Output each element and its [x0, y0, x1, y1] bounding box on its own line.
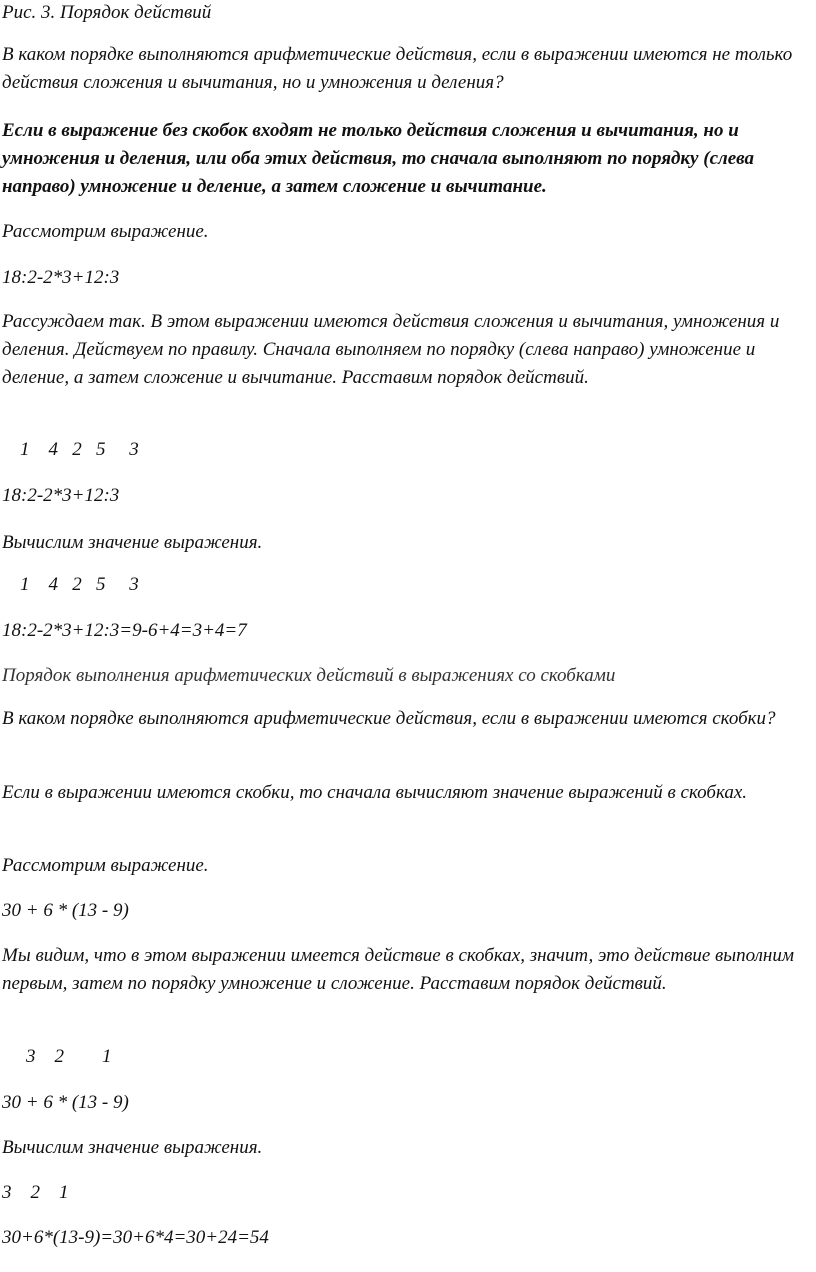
section-title: Порядок выполнения арифметических действий в выражениях со скобками: [2, 665, 616, 686]
reasoning-paragraph: Рассуждаем так. В этом выражении имеются действия сложения и вычитания, умножения и деления. Действуем по правилу. Сначала выполняем по порядку (слева направо) умножение и деление, а затем сложение и вычитание. Расставим порядок действий.: [2, 311, 780, 388]
expression: 18:2-2*3+12:3: [2, 267, 120, 288]
compute-text: Вычислим значение выражения.: [2, 1137, 263, 1158]
rule-paragraph: Если в выражении имеются скобки, то сначала вычисляют значение выражений в скобках.: [2, 782, 748, 803]
expression: 18:2-2*3+12:3: [2, 485, 120, 506]
consider-text: Рассмотрим выражение.: [2, 855, 209, 876]
expression: 30 + 6 * (13 - 9): [2, 900, 129, 921]
solution-expression: 30+6*(13-9)=30+6*4=30+24=54: [2, 1227, 269, 1248]
operation-order-numbers: 1 4 2 5 3: [20, 574, 139, 595]
reasoning-paragraph: Мы видим, что в этом выражении имеется действие в скобках, значит, это действие выполним первым, затем по порядку умножение и сложение. Расставим порядок действий.: [2, 945, 794, 994]
expression: 30 + 6 * (13 - 9): [2, 1092, 129, 1113]
consider-text: Рассмотрим выражение.: [2, 221, 209, 242]
operation-order-numbers: 1 4 2 5 3: [20, 439, 139, 460]
question-paragraph: В каком порядке выполняются арифметические действия, если в выражении имеются скобки?: [2, 708, 776, 729]
compute-text: Вычислим значение выражения.: [2, 532, 263, 553]
question-paragraph: В каком порядке выполняются арифметические действия, если в выражении имеются не только действия сложения и вычитания, но и умножения и деления?: [2, 44, 793, 93]
figure-caption: Рис. 3. Порядок действий: [2, 2, 212, 23]
rule-paragraph: Если в выражение без скобок входят не только действия сложения и вычитания, но и умножения и деления, или оба этих действия, то сначала выполняют по порядку (слева направо) умножение и деление, а затем сложение и вычитание.: [2, 120, 755, 197]
operation-order-numbers: 3 2 1: [26, 1046, 112, 1067]
solution-expression: 18:2-2*3+12:3=9-6+4=3+4=7: [2, 620, 247, 641]
operation-order-numbers: 3 2 1: [2, 1182, 69, 1203]
